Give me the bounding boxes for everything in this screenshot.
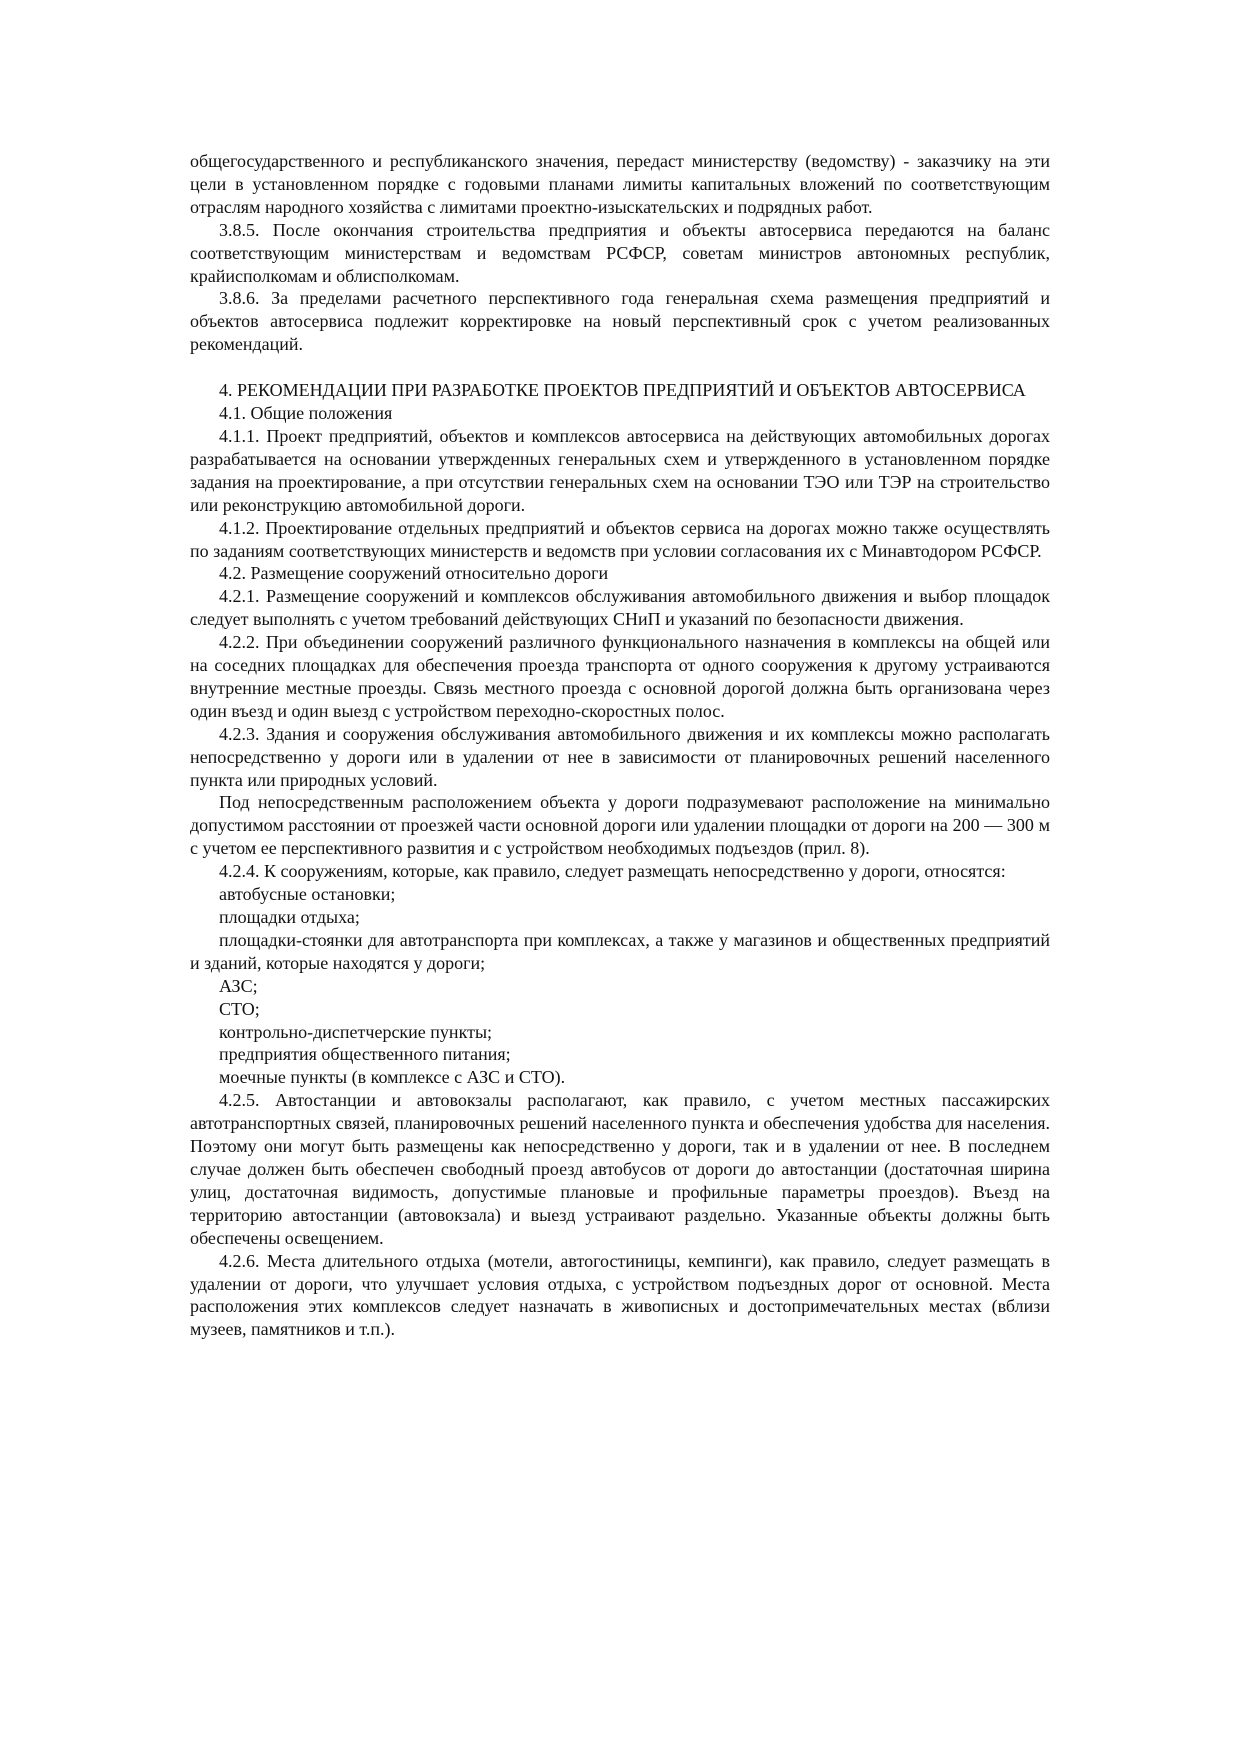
list-item: площадки-стоянки для автотранспорта при комплексах, а также у магазинов и общественных предприятий и зданий, которые находятся у дороги; (190, 929, 1050, 973)
paragraph-4-1-2: 4.1.2. Проектирование отдельных предприятий и объектов сервиса на дорогах можно также осуществлять по заданиям соответствующих министерств и ведомств при условии согласования их с Минавтодором РСФСР. (190, 517, 1050, 561)
list-item: предприятия общественного питания; (219, 1044, 511, 1065)
subsection-heading-4-1: 4.1. Общие положения (219, 403, 393, 424)
paragraph-4-2-6: 4.2.6. Места длительного отдыха (мотели, автогостиницы, кемпинги), как правило, следует размещать в удалении от дороги, что улучшает условия отдыха, с устройством подъездных дорог от основной. Места расположения этих комплексов следует назначать в живописных и достопримечательных местах (вблизи музеев, памятников и т.п.). (190, 1250, 1050, 1340)
list-item: контрольно-диспетчерские пункты; (219, 1021, 493, 1042)
list-item: СТО; (219, 998, 260, 1019)
paragraph-3-8-5: 3.8.5. После окончания строительства предприятия и объекты автосервиса передаются на баланс соответствующим министерствам и ведомствам РСФСР, советам министров автономных республик, крайисполкомам и облисполкомам. (190, 219, 1050, 286)
list-item: АЗС; (219, 975, 258, 996)
paragraph-4-2-4: 4.2.4. К сооружениям, которые, как правило, следует размещать непосредственно у дороги, относятся: (219, 861, 1006, 882)
paragraph-direct-placement: Под непосредственным расположением объекта у дороги подразумевают расположение на минимально допустимом расстоянии от проезжей части основной дороги или удалении площадки от дороги на 200 — 300 м с учетом ее перспективного развития и с устройством необходимых подъездов (прил. 8). (190, 792, 1050, 859)
paragraph-continuation: общегосударственного и республиканского значения, передаст министерству (ведомству) - заказчику на эти цели в установленном порядке с годовыми планами лимиты капитальных вложений по соответствующим отраслям народного хозяйства с лимитами проектно-изыскательских и подрядных работ. (190, 151, 1050, 217)
paragraph-3-8-6: 3.8.6. За пределами расчетного перспективного года генеральная схема размещения предприятий и объектов автосервиса подлежит корректировке на новый перспективный срок с учетом реализованных рекомендаций. (190, 288, 1050, 355)
paragraph-4-1-1: 4.1.1. Проект предприятий, объектов и комплексов автосервиса на действующих автомобильных дорогах разрабатывается на основании утвержденных генеральных схем и утвержденного в установленном порядке задания на проектирование, а при отсутствии генеральных схем на основании ТЭО или ТЭР на строительство или реконструкцию автомобильной дороги. (190, 425, 1050, 515)
list-item: площадки отдыха; (219, 907, 360, 927)
subsection-heading-4-2: 4.2. Размещение сооружений относительно дороги (219, 563, 609, 584)
section-heading-4: 4. РЕКОМЕНДАЦИИ ПРИ РАЗРАБОТКЕ ПРОЕКТОВ ПРЕДПРИЯТИЙ И ОБЪЕКТОВ АВТОСЕРВИСА (219, 380, 1026, 401)
paragraph-4-2-3: 4.2.3. Здания и сооружения обслуживания автомобильного движения и их комплексы можно располагать непосредственно у дороги или в удалении от нее в зависимости от планировочных решений населенного пункта или природных условий. (190, 723, 1050, 790)
paragraph-4-2-5: 4.2.5. Автостанции и автовокзалы располагают, как правило, с учетом местных пассажирских автотранспортных связей, планировочных решений населенного пункта и обеспечения удобства для населения. Поэтому они могут быть размещены как непосредственно у дороги, так и в удалении от нее. В последнем случае должен быть обеспечен свободный проезд автобусов от дороги до автостанции (достаточная ширина улиц, достаточная видимость, допустимые плановые и профильные параметры проездов). Въезд на территорию автостанции (автовокзала) и выезд устраивают раздельно. Указанные объекты должны быть обеспечены освещением. (190, 1090, 1050, 1248)
list-item: автобусные остановки; (219, 884, 396, 905)
document-page (190, 150, 1050, 1341)
paragraph-4-2-1: 4.2.1. Размещение сооружений и комплексов обслуживания автомобильного движения и выбор площадок следует выполнять с учетом требований действующих СНиП и указаний по безопасности движения. (190, 586, 1050, 630)
paragraph-4-2-2: 4.2.2. При объединении сооружений различного функционального назначения в комплексы на общей или на соседних площадках для обеспечения проезда транспорта от одного сооружения к другому устраиваются внутренние местные проезды. Связь местного проезда с основной дорогой должна быть организована через один въезд и один выезд с устройством переходно-скоростных полос. (190, 632, 1050, 721)
list-item: моечные пункты (в комплексе с АЗС и СТО). (219, 1067, 566, 1088)
